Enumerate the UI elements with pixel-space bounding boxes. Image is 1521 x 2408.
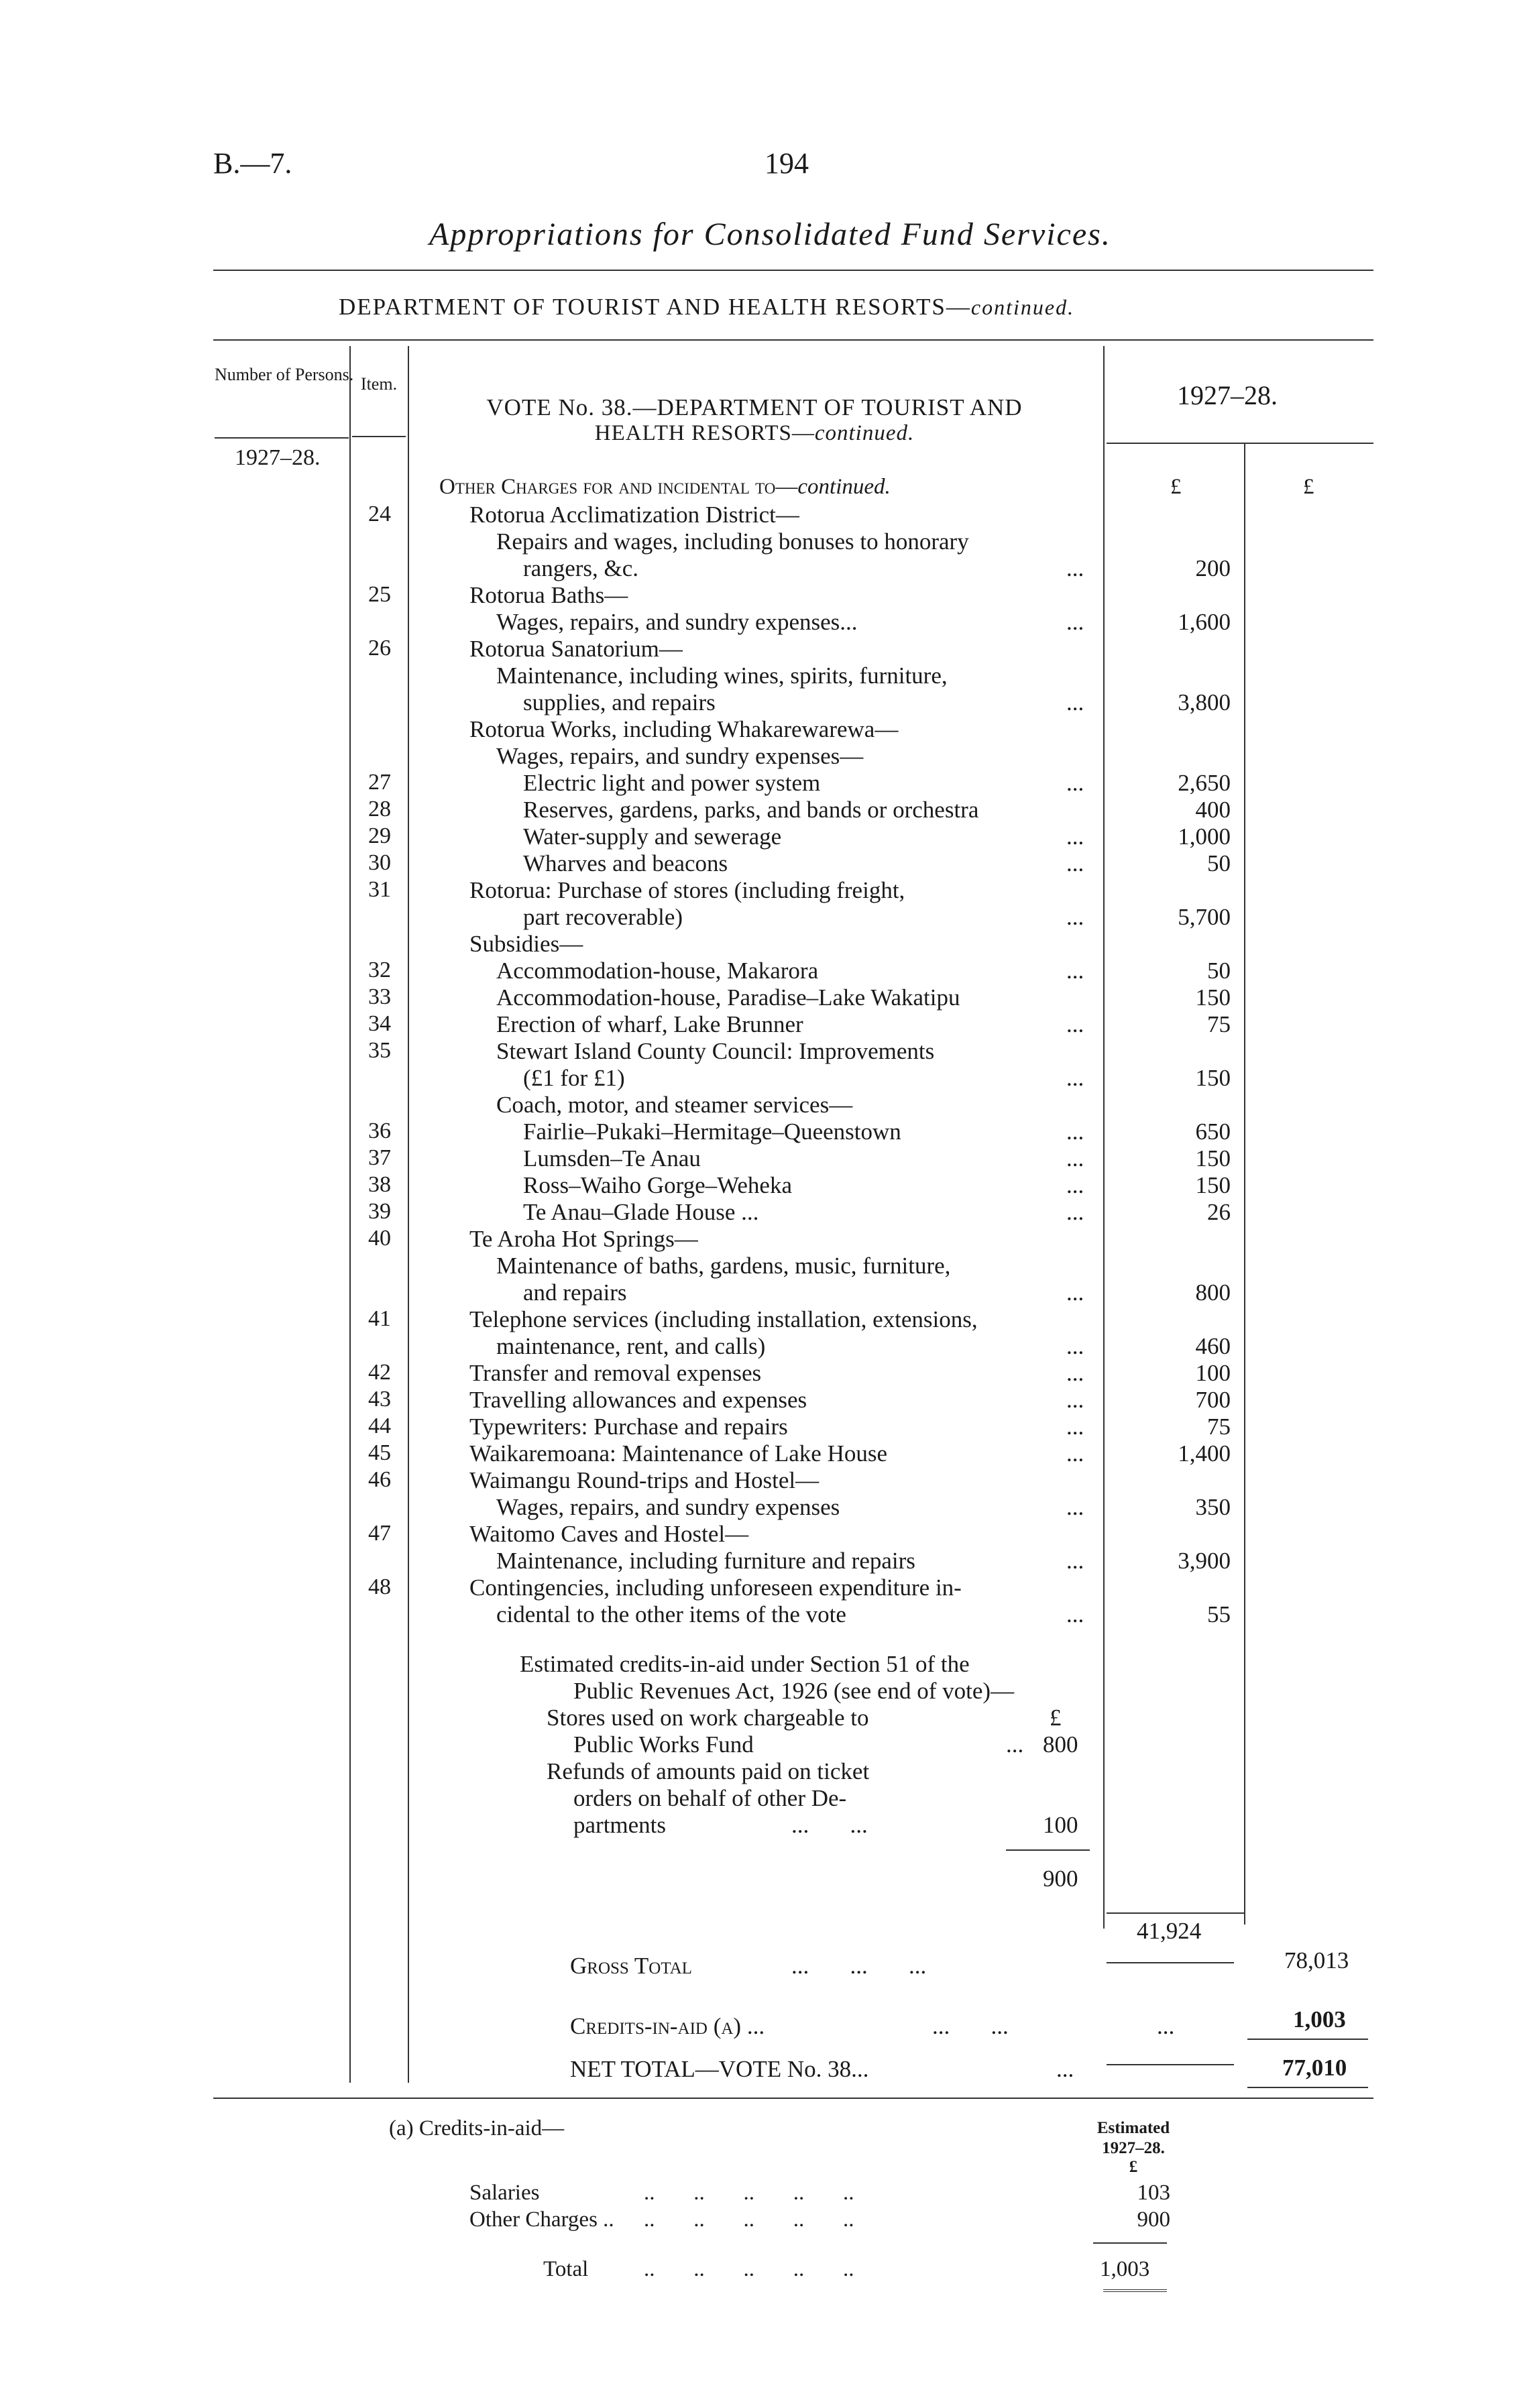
item-description: Rotorua Acclimatization District— xyxy=(469,502,799,528)
rule xyxy=(1107,2064,1234,2065)
item-amount: 650 xyxy=(1195,1119,1231,1145)
item-amount: 100 xyxy=(1195,1360,1231,1386)
dots: ... xyxy=(1066,1440,1084,1467)
item-amount: 200 xyxy=(1195,555,1231,581)
item-description: and repairs xyxy=(523,1279,627,1306)
credits-stores: Stores used on work chargeable to xyxy=(547,1705,869,1731)
item-number: 25 xyxy=(368,582,391,607)
item-description: Coach, motor, and steamer services— xyxy=(496,1092,853,1118)
credits-in-aid-column: ... xyxy=(1157,2013,1175,2039)
dots: ... xyxy=(1066,555,1084,581)
item-description: Ross–Waiho Gorge–Weheka xyxy=(523,1172,792,1198)
item-amount: 75 xyxy=(1207,1414,1231,1440)
item-number: 44 xyxy=(368,1414,391,1438)
item-number: 37 xyxy=(368,1145,391,1170)
column-rule xyxy=(408,346,409,2083)
item-description: Wages, repairs, and sundry expenses xyxy=(496,1494,840,1520)
credits-total: 900 xyxy=(1043,1866,1078,1892)
item-description: Maintenance of baths, gardens, music, furniture, xyxy=(496,1253,951,1279)
footnote-label: (a) Credits-in-aid— xyxy=(389,2116,565,2140)
credits-in-aid-label: Credits-in-aid (a) ... xyxy=(570,2013,765,2039)
item-number: 41 xyxy=(368,1306,391,1331)
net-total-label: NET TOTAL—VOTE No. 38... xyxy=(570,2056,869,2082)
gross-total: 78,013 xyxy=(1284,1947,1349,1973)
item-number: 46 xyxy=(368,1467,391,1492)
dots: ... xyxy=(1056,2056,1074,2082)
footnote-row-label: Salaries xyxy=(469,2181,540,2205)
item-description: maintenance, rent, and calls) xyxy=(496,1333,766,1359)
footnote-row-label: Other Charges .. xyxy=(469,2208,614,2232)
item-description: Waikaremoana: Maintenance of Lake House xyxy=(469,1440,888,1467)
rule xyxy=(1107,443,1373,444)
item-amount: 350 xyxy=(1195,1494,1231,1520)
dots: ... xyxy=(1066,1119,1084,1145)
item-amount: 1,000 xyxy=(1178,823,1231,850)
item-amount: 2,650 xyxy=(1178,770,1231,796)
item-number: 43 xyxy=(368,1387,391,1412)
dots: ... ... ... xyxy=(791,1953,927,1979)
item-description: Typewriters: Purchase and repairs xyxy=(469,1414,788,1440)
footnote-currency: £ xyxy=(1129,2158,1138,2176)
item-description: supplies, and repairs xyxy=(523,689,716,715)
page-reference: B.—7. xyxy=(213,147,292,180)
item-description: part recoverable) xyxy=(523,904,683,930)
dots: ... ... xyxy=(791,1812,868,1838)
item-description: Fairlie–Pukaki–Hermitage–Queenstown xyxy=(523,1119,901,1145)
item-number: 42 xyxy=(368,1360,391,1385)
item-amount: 1,400 xyxy=(1178,1440,1231,1467)
credits-stores-amount: 800 xyxy=(1043,1731,1078,1758)
column-rule xyxy=(1103,346,1105,1929)
dots: ... xyxy=(1066,958,1084,984)
dots: ... xyxy=(1066,689,1084,715)
item-description: Telephone services (including installation, extensions, xyxy=(469,1306,978,1332)
item-description: Reserves, gardens, parks, and bands or orchestra xyxy=(523,797,979,823)
rule xyxy=(213,270,1373,271)
item-number: 35 xyxy=(368,1038,391,1063)
footnote-row-amount: 900 xyxy=(1137,2208,1170,2232)
item-number: 48 xyxy=(368,1574,391,1599)
dots: ... ... xyxy=(932,2013,1009,2039)
dots: ... xyxy=(1066,904,1084,930)
dots: ... xyxy=(1066,770,1084,796)
rule xyxy=(213,339,1373,341)
item-number: 30 xyxy=(368,850,391,875)
item-number: 26 xyxy=(368,636,391,661)
item-description: Transfer and removal expenses xyxy=(469,1360,762,1386)
item-description: Repairs and wages, including bonuses to honorary xyxy=(496,528,969,555)
rule xyxy=(215,437,349,439)
item-amount: 26 xyxy=(1207,1199,1231,1225)
rule xyxy=(1247,2087,1368,2088)
footnote-column-heading: 1927–28. xyxy=(1102,2139,1165,2157)
item-amount: 150 xyxy=(1195,1065,1231,1091)
item-description: Water-supply and sewerage xyxy=(523,823,782,850)
persons-year: 1927–28. xyxy=(235,445,321,470)
credits-refunds: Refunds of amounts paid on ticket xyxy=(547,1758,870,1784)
footnote-row-amount: 103 xyxy=(1137,2181,1170,2205)
credits-line: Estimated credits-in-aid under Section 51 of the xyxy=(520,1651,970,1677)
credits-refunds: orders on behalf of other De- xyxy=(573,1785,847,1811)
dots: ... xyxy=(1066,1145,1084,1171)
item-description: Contingencies, including unforeseen expenditure in- xyxy=(469,1574,962,1601)
item-number: 24 xyxy=(368,502,391,526)
item-number: 39 xyxy=(368,1199,391,1224)
item-number: 27 xyxy=(368,770,391,795)
dots: ... xyxy=(1066,823,1084,850)
year-heading: 1927–28. xyxy=(1177,380,1278,410)
rule xyxy=(1103,2289,1167,2292)
rule xyxy=(213,2098,1373,2099)
vote-heading-line1: VOTE No. 38.—DEPARTMENT OF TOURIST AND xyxy=(486,394,1023,420)
credits-in-aid-total: 1,003 xyxy=(1293,2006,1346,2032)
item-column-heading: Item. xyxy=(360,374,398,394)
item-description: Accommodation-house, Paradise–Lake Wakatipu xyxy=(496,984,960,1011)
item-number: 31 xyxy=(368,877,391,902)
credits-line: Public Revenues Act, 1926 (see end of vote)— xyxy=(573,1678,1015,1704)
rule xyxy=(1093,2242,1167,2244)
item-number: 32 xyxy=(368,958,391,982)
item-amount: 400 xyxy=(1195,797,1231,823)
currency-symbol: £ xyxy=(1303,475,1314,499)
item-amount: 5,700 xyxy=(1178,904,1231,930)
dots: ... xyxy=(1066,1360,1084,1386)
item-amount: 50 xyxy=(1207,958,1231,984)
dots: ... xyxy=(1066,1333,1084,1359)
item-description: Stewart Island County Council: Improvements xyxy=(496,1038,935,1064)
vote-heading-line2: HEALTH RESORTS—continued. xyxy=(594,421,915,445)
item-number: 36 xyxy=(368,1119,391,1143)
item-amount: 3,900 xyxy=(1178,1548,1231,1574)
item-description: rangers, &c. xyxy=(523,555,639,581)
item-description: Electric light and power system xyxy=(523,770,821,796)
item-description: Waimangu Round-trips and Hostel— xyxy=(469,1467,820,1493)
item-description: Rotorua: Purchase of stores (including freight, xyxy=(469,877,905,903)
item-amount: 55 xyxy=(1207,1601,1231,1627)
item-description: Te Aroha Hot Springs— xyxy=(469,1226,698,1252)
item-description: Te Anau–Glade House ... xyxy=(523,1199,759,1225)
item-description: Wages, repairs, and sundry expenses... xyxy=(496,609,858,635)
item-description: Lumsden–Te Anau xyxy=(523,1145,701,1171)
column-rule xyxy=(1244,443,1245,1925)
persons-column-heading: Number of Persons. xyxy=(215,365,354,384)
rule xyxy=(1107,1912,1244,1914)
footnote-total-label: Total xyxy=(543,2257,589,2281)
item-number: 34 xyxy=(368,1011,391,1036)
dots: ... xyxy=(1066,1011,1084,1037)
item-description: Rotorua Works, including Whakarewarewa— xyxy=(469,716,899,742)
item-number: 28 xyxy=(368,797,391,821)
dots: .. .. .. .. .. xyxy=(644,2257,854,2281)
item-amount: 50 xyxy=(1207,850,1231,876)
item-amount: 700 xyxy=(1195,1387,1231,1413)
column-rule xyxy=(349,346,351,2083)
item-amount: 3,800 xyxy=(1178,689,1231,715)
section-heading: Other Charges for and incidental to—continued. xyxy=(439,475,891,499)
item-description: Accommodation-house, Makarora xyxy=(496,958,819,984)
dots: ... xyxy=(1066,1601,1084,1627)
dots: ... xyxy=(1066,1494,1084,1520)
dots: .. .. .. .. .. xyxy=(644,2181,854,2205)
item-description: Waitomo Caves and Hostel— xyxy=(469,1521,749,1547)
item-description: Maintenance, including furniture and repairs xyxy=(496,1548,915,1574)
dots: ... xyxy=(1066,1279,1084,1306)
item-amount: 75 xyxy=(1207,1011,1231,1037)
dots: ... xyxy=(1066,850,1084,876)
item-description: cidental to the other items of the vote xyxy=(496,1601,846,1627)
gross-total-label: Gross Total xyxy=(570,1953,692,1979)
item-number: 33 xyxy=(368,984,391,1009)
item-number: 47 xyxy=(368,1521,391,1546)
item-description: Rotorua Baths— xyxy=(469,582,628,608)
credits-refunds: partments xyxy=(573,1812,667,1838)
dots: ... xyxy=(1066,1065,1084,1091)
credits-stores: Public Works Fund xyxy=(573,1731,754,1758)
rule xyxy=(1107,1962,1234,1963)
footnote-column-heading: Estimated xyxy=(1096,2119,1170,2137)
credits-refunds-amount: 100 xyxy=(1043,1812,1078,1838)
currency-symbol: £ xyxy=(1050,1705,1062,1731)
dots: .. .. .. .. .. xyxy=(644,2208,854,2232)
rule xyxy=(1006,1849,1090,1851)
footnote-total: 1,003 xyxy=(1100,2257,1150,2281)
item-description: Subsidies— xyxy=(469,931,583,957)
rule xyxy=(352,436,406,437)
item-number: 40 xyxy=(368,1226,391,1251)
item-amount: 460 xyxy=(1195,1333,1231,1359)
item-description: Wharves and beacons xyxy=(523,850,728,876)
item-description: Maintenance, including wines, spirits, furniture, xyxy=(496,663,948,689)
net-total: 77,010 xyxy=(1282,2055,1347,2081)
item-amount: 150 xyxy=(1195,984,1231,1011)
item-amount: 150 xyxy=(1195,1145,1231,1171)
item-description: (£1 for £1) xyxy=(523,1065,625,1091)
item-description: Erection of wharf, Lake Brunner xyxy=(496,1011,803,1037)
page-title: Appropriations for Consolidated Fund Services. xyxy=(429,217,1111,252)
item-description: Wages, repairs, and sundry expenses— xyxy=(496,743,864,769)
dots: ... xyxy=(1066,1414,1084,1440)
dots: ... xyxy=(1066,1387,1084,1413)
rule xyxy=(1247,2039,1368,2040)
item-number: 38 xyxy=(368,1172,391,1197)
item-amount: 1,600 xyxy=(1178,609,1231,635)
dots: ... xyxy=(1066,1199,1084,1225)
page-number: 194 xyxy=(765,147,809,180)
dots: ... xyxy=(1066,1548,1084,1574)
dots: ... xyxy=(1066,609,1084,635)
currency-symbol: £ xyxy=(1170,475,1182,499)
item-number: 29 xyxy=(368,823,391,848)
dots: ... xyxy=(1066,1172,1084,1198)
department-heading: DEPARTMENT OF TOURIST AND HEALTH RESORTS—continued. xyxy=(339,294,1075,320)
item-amount: 800 xyxy=(1195,1279,1231,1306)
item-number: 45 xyxy=(368,1440,391,1465)
item-description: Travelling allowances and expenses xyxy=(469,1387,807,1413)
dots: ... xyxy=(1006,1731,1024,1758)
item-description: Rotorua Sanatorium— xyxy=(469,636,683,662)
item-amount: 150 xyxy=(1195,1172,1231,1198)
subtotal: 41,924 xyxy=(1137,1918,1202,1944)
